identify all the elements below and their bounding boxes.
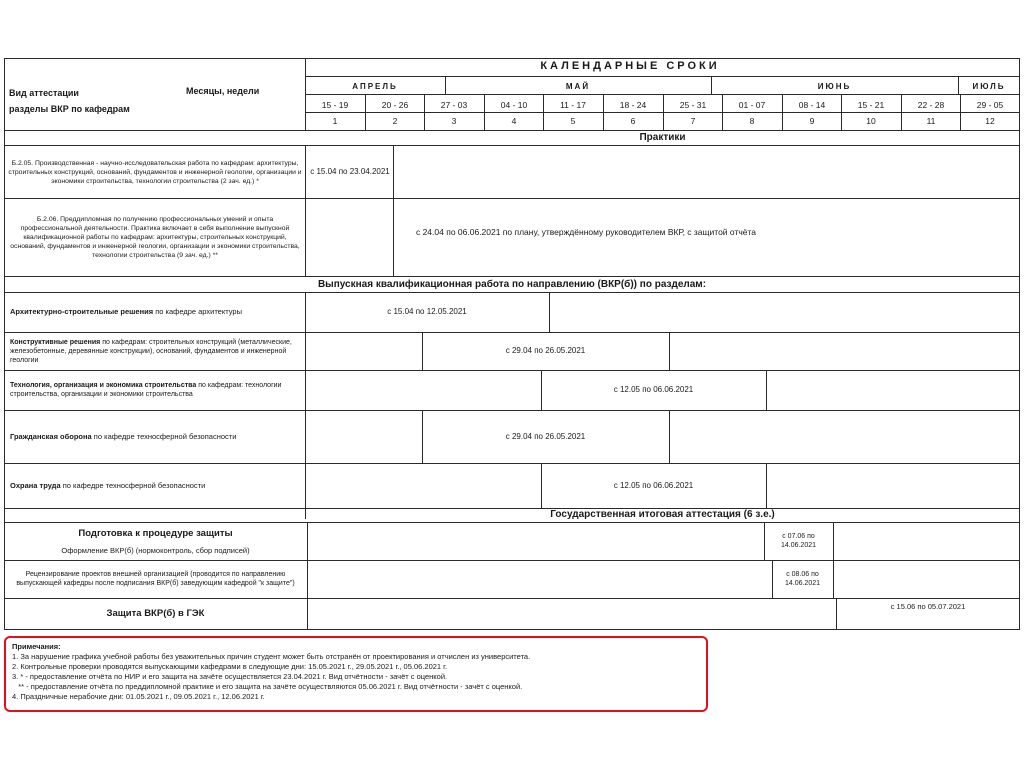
vkr-period-structures: с 29.04 по 26.05.2021 (505, 346, 586, 355)
section-practices: Практики (639, 132, 686, 143)
week-range: 04 - 10 (500, 100, 528, 110)
week-range: 25 - 31 (679, 100, 707, 110)
vkr-period-technology: с 12.05 по 06.06.2021 (613, 385, 694, 394)
week-range: 29 - 05 (976, 100, 1004, 110)
gia-prep-subtitle: Оформление ВКР(б) (нормоконтроль, сбор подписей) (61, 546, 250, 555)
week-range: 22 - 28 (917, 100, 945, 110)
week-range: 27 - 03 (440, 100, 468, 110)
week-number: 5 (570, 116, 576, 126)
week-range: 18 - 24 (619, 100, 647, 110)
row-header-label: Вид аттестации (9, 88, 79, 98)
vkr-period-labor-safety: с 12.05 по 06.06.2021 (613, 480, 694, 490)
gia-review-title: Рецензирование проектов внешней организацией (проводится по направлению выпускающей кафедры после подписания ВКР(б) заведующим кафедрой "к защите") (16, 571, 295, 587)
week-number: 11 (926, 116, 936, 126)
week-range: 20 - 26 (381, 100, 409, 110)
practice-2-description: Б.2.06. Преддипломная по получению профессиональных умений и опыта профессиональной деятельности. Практика включает в себя выполнение выпускной квалификационной работы по кафедрам: архитектуры, строительных конструкций, оснований, фундаментов и инженерной геологии, организации и экономики строительства, технологии строительства (9 зач. ед.) ** (10, 216, 300, 259)
vkr-period-architecture: с 15.04 по 12.05.2021 (387, 307, 467, 316)
week-number: 4 (511, 116, 517, 126)
gia-prep-period: с 07.06 по 14.06.2021 (780, 533, 817, 549)
month-may: МАЙ (565, 82, 591, 91)
week-range: 01 - 07 (738, 100, 766, 110)
gia-defense-period: с 15.06 по 05.07.2021 (890, 602, 966, 611)
notes-heading: Примечания: (12, 642, 61, 651)
practice-1-description: Б.2.05. Производственная - научно-исследовательская работа по кафедрам: архитектуры, строительных конструкций, оснований, фундаментов и инженерной геологии, организации и экономики строительства, технологии строительства (2 зач. ед.) * (8, 159, 302, 185)
note-line: 2. Контрольные проверки проводятся выпускающими кафедрами в следующие дни: 15.05.2021 г., 29.05.2021 г., 05.06.2021 г. (12, 662, 448, 671)
week-number: 10 (866, 116, 876, 126)
section-gia: Государственная итоговая аттестация (6 з.е.) (550, 509, 775, 520)
vkr-row-labor-safety: Охрана труда по кафедре техносферной безопасности (10, 480, 206, 490)
week-range: 15 - 19 (321, 100, 349, 110)
notes-box (4, 636, 708, 712)
week-number: 9 (809, 116, 815, 126)
vkr-row-civil-defense: Гражданская оборона по кафедре техносферной безопасности (10, 431, 237, 441)
week-number: 8 (749, 116, 755, 126)
week-number: 1 (332, 116, 338, 126)
row-header-sublabel: разделы ВКР по кафедрам (9, 104, 130, 114)
practice-2-period: с 24.04 по 06.06.2021 по плану, утверждённому руководителем ВКР, с защитой отчёта (415, 227, 757, 237)
month-june: ИЮНЬ (817, 82, 852, 91)
week-number: 12 (985, 116, 995, 126)
note-line: 1. За нарушение графика учебной работы без уважительных причин студент может быть отстранён от проектирования и отчислен из университета. (12, 652, 531, 661)
gia-review-period: с 08.06 по 14.06.2021 (784, 571, 821, 587)
week-number: 6 (630, 116, 636, 126)
month-july: ИЮЛЬ (972, 82, 1006, 91)
vkr-row-architecture: Архитектурно-строительные решения по кафедре архитектуры (10, 307, 242, 316)
week-number: 7 (690, 116, 696, 126)
week-number: 3 (451, 116, 457, 126)
week-range: 08 - 14 (798, 100, 826, 110)
vkr-period-civil-defense: с 29.04 по 26.05.2021 (505, 431, 586, 441)
week-number: 2 (392, 116, 398, 126)
section-vkr: Выпускная квалификационная работа по направлению (ВКР(б)) по разделам: (317, 279, 707, 290)
note-line: ** - предоставление отчёта по преддипломной практике и его защита на зачёте осуществляются 05.06.2021 г. Вид отчётности - зачёт с оценкой. (12, 682, 523, 691)
gia-prep-title: Подготовка к процедуре защиты (78, 528, 233, 539)
week-range: 15 - 21 (857, 100, 885, 110)
note-line: 3. * - предоставление отчёта по НИР и его защита на зачёте осуществляется 23.04.2021 г. Вид отчётности - зачёт с оценкой. (12, 672, 448, 681)
month-april: АПРЕЛЬ (352, 82, 398, 91)
calendar-title: КАЛЕНДАРНЫЕ СРОКИ (540, 60, 720, 72)
week-range: 11 - 17 (560, 100, 586, 110)
vkr-row-structures: Конструктивные решения по кафедрам: строительных конструкций (металлические, железобетонные, деревянные конструкции), оснований, фундаментов и инженерной геологии (10, 338, 292, 364)
gia-defense-title: Защита ВКР(б) в ГЭК (106, 608, 205, 619)
note-line: 4. Праздничные нерабочие дни: 01.05.2021 г., 09.05.2021 г., 12.06.2021 г. (12, 692, 265, 701)
column-header-label: Месяцы, недели (186, 86, 260, 96)
vkr-row-technology: Технология, организация и экономика строительства по кафедрам: технологии строительства, организации и экономики строительства (10, 382, 282, 398)
practice-1-period: с 15.04 по 23.04.2021 (310, 167, 390, 176)
